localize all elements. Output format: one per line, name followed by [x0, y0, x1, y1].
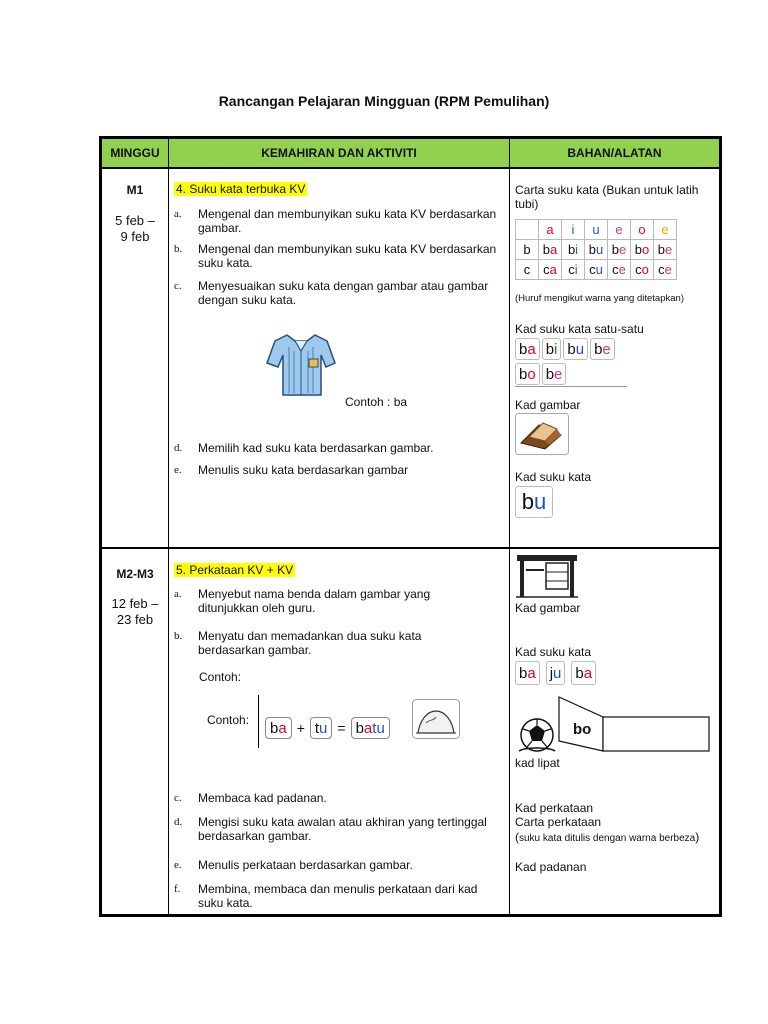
header-kemahiran: KEMAHIRAN DAN AKTIVITI [169, 139, 510, 167]
week2-label: M2-M3 [116, 567, 154, 581]
item-text: Menyebut nama benda dalam gambar yang ditunjukkan oleh guru. [198, 587, 431, 615]
equation-syllable-1 [265, 717, 292, 739]
week1-activities-cell [169, 169, 510, 547]
vowel-part: a [363, 719, 373, 737]
table-row-week1 [102, 169, 719, 549]
week2-picture-card-label: Kad gambar [515, 601, 581, 615]
syllable-card [542, 338, 562, 360]
grid-cell [608, 240, 631, 260]
table-row-week2 [102, 549, 719, 914]
consonant-part: j [549, 664, 554, 682]
grid-cell: i [562, 220, 585, 240]
vowel-part: o [642, 242, 650, 257]
consonant-part: c [612, 262, 619, 277]
grid-cell [539, 260, 562, 280]
consonant-part: b [519, 365, 528, 383]
week1-dates-line1: 5 feb – [115, 213, 155, 228]
vowel-part: a [550, 242, 558, 257]
item-letter: d. [174, 816, 183, 828]
grid-note: (Huruf mengikut warna yang ditetapkan) [515, 293, 684, 304]
item-text: Mengenal dan membunyikan suku kata KV berdasarkan gambar. [198, 207, 497, 235]
item-letter: e. [174, 464, 182, 476]
consonant-part: b [545, 365, 555, 383]
consonant-part: b [657, 242, 665, 257]
item-text: Mengenal dan membunyikan suku kata KV berdasarkan suku kata. [198, 242, 497, 270]
week1-item-d [174, 441, 503, 455]
syllable-card-label: Kad suku kata [515, 470, 592, 484]
vowel-part: a [583, 664, 593, 682]
vowel-part: u [553, 664, 562, 682]
syllable-text [546, 341, 558, 358]
match-card-label: Kad padanan [515, 860, 587, 874]
week1-dates-line2: 9 feb [120, 229, 150, 244]
item-letter: a. [174, 208, 182, 220]
consonant-part: t [314, 719, 320, 737]
item-letter: b. [174, 243, 183, 255]
consonant-part: c [543, 262, 550, 277]
week1-topic: 4. Suku kata terbuka KV [176, 182, 306, 196]
syllable-chart-grid [515, 219, 677, 280]
item-text: Menulis suku kata berdasarkan gambar [198, 463, 409, 477]
picture-card-label: Kad gambar [515, 398, 581, 412]
item-text: Membina, membaca dan menulis perkataan dari kad suku kata. [198, 882, 478, 910]
word-chart-note: suku kata ditulis dengan warna berbeza [519, 833, 696, 844]
syllable-text [594, 341, 611, 358]
week2-dates-line1: 12 feb – [111, 596, 159, 611]
vowel-part: o [641, 262, 649, 277]
item-text: Menyatu dan memadankan dua suku kata berdasarkan gambar. [198, 629, 422, 657]
table-header-row [102, 139, 719, 169]
syllable-text [522, 489, 547, 515]
week1-item-e [174, 463, 503, 477]
vowel-part: t [372, 719, 377, 737]
consonant-part: c [658, 262, 665, 277]
syllable-card [571, 661, 596, 685]
week1-materials-cell [510, 169, 719, 547]
vowel-part: e [618, 262, 626, 277]
grid-cell [562, 260, 585, 280]
word-chart-label: Carta perkataan [515, 815, 602, 829]
item-text: Menyesuaikan suku kata dengan gambar atau gambar dengan suku kata. [198, 279, 489, 307]
bread-picture-card [515, 413, 569, 455]
grid-cell: c [516, 260, 539, 280]
consonant-part: b [545, 340, 555, 358]
vowel-part: e [664, 262, 672, 277]
vowel-part: u [319, 719, 328, 737]
grid-cell [562, 240, 585, 260]
syllable-card [590, 338, 615, 360]
header-minggu: MINGGU [102, 139, 169, 167]
consonant-part: c [635, 262, 642, 277]
consonant-part: b [588, 242, 596, 257]
fold-card-label: kad lipat [515, 756, 560, 770]
syllable-text [519, 665, 536, 682]
consonant-part: b [575, 664, 584, 682]
consonant-part: b [521, 489, 534, 514]
week2-materials-cell [510, 549, 719, 914]
week2-item-b [174, 629, 458, 657]
week1-item-b [174, 242, 503, 270]
vowel-part: i [554, 340, 558, 358]
syllable-text [519, 341, 536, 358]
grid-cell [654, 240, 677, 260]
single-cards-row1 [515, 338, 617, 360]
consonant-part: b [542, 242, 550, 257]
syllable-card [515, 338, 540, 360]
consonant-part: b [611, 242, 619, 257]
item-text: Menulis perkataan berdasarkan gambar. [198, 858, 413, 872]
syllable-card [515, 363, 540, 385]
consonant-part: b [355, 719, 364, 737]
single-cards-row2 [515, 363, 627, 387]
vowel-part: a [527, 340, 536, 358]
note-open-paren: ( [515, 830, 519, 844]
equation-word [351, 717, 390, 739]
equation-syllable-2 [310, 717, 333, 739]
vowel-part: u [595, 262, 603, 277]
grid-cell [654, 260, 677, 280]
syllable-equation [265, 717, 390, 739]
shirt-illustration [265, 329, 337, 399]
week1-example: Contoh : ba [345, 395, 408, 409]
grid-cell: e [608, 220, 631, 240]
stone-picture [412, 699, 460, 739]
word-chart-note-line [515, 830, 699, 844]
grid-row [516, 240, 677, 260]
syllable-card [546, 661, 566, 685]
consonant-part: b [594, 340, 603, 358]
grid-cell: e [654, 220, 677, 240]
week2-item-a [174, 587, 468, 615]
vowel-part: u [376, 719, 385, 737]
desk-picture [516, 551, 578, 599]
single-card-title: Kad suku kata satu-satu [515, 322, 644, 336]
week1-item-a [174, 207, 503, 235]
grid-cell: a [539, 220, 562, 240]
syllable-text [519, 366, 536, 383]
item-letter: f. [174, 883, 181, 895]
vowel-part: a [549, 262, 557, 277]
grid-cell [539, 240, 562, 260]
item-letter: d. [174, 442, 183, 454]
item-letter: b. [174, 630, 183, 642]
week1-cell [102, 169, 169, 547]
grid-cell [608, 260, 631, 280]
vowel-part: i [575, 242, 579, 257]
vowel-part: a [278, 719, 287, 737]
week1-item-c [174, 279, 503, 307]
week1-label: M1 [126, 183, 144, 197]
syllable-text [546, 366, 563, 383]
week2-contoh-1: Contoh: [199, 670, 242, 684]
week2-contoh-2: Contoh: [207, 713, 250, 727]
note-close-paren: ) [695, 830, 700, 844]
week2-item-c [174, 791, 503, 805]
vowel-part: a [527, 664, 536, 682]
syllable-text [567, 341, 584, 358]
item-letter: c. [174, 280, 182, 292]
grid-row [516, 260, 677, 280]
item-text: Mengisi suku kata awalan atau akhiran yang tertinggal berdasarkan gambar. [198, 815, 487, 843]
vowel-part: u [596, 242, 604, 257]
grid-row [516, 220, 677, 240]
grid-cell: u [585, 220, 608, 240]
grid-cell: o [631, 220, 654, 240]
item-letter: a. [174, 588, 182, 600]
consonant-part: b [270, 719, 279, 737]
syllable-chart-title: Carta suku kata (Bukan untuk latih tubi) [515, 183, 699, 211]
week2-item-e [174, 858, 503, 872]
header-bahan: BAHAN/ALATAN [567, 146, 662, 160]
consonant-part: c [568, 262, 575, 277]
equation-divider [258, 695, 259, 748]
vowel-part: e [665, 242, 673, 257]
syllable-card [515, 486, 553, 518]
vowel-part: e [602, 340, 611, 358]
page-title: Rancangan Pelajaran Mingguan (RPM Pemulihan) [218, 93, 550, 109]
week2-item-d [174, 815, 503, 843]
week2-cell [102, 549, 169, 914]
consonant-part: b [519, 340, 528, 358]
lesson-plan-table [99, 136, 722, 917]
vowel-part: o [527, 365, 536, 383]
syllable-card [563, 338, 588, 360]
vowel-part: u [534, 489, 547, 514]
grid-cell [585, 240, 608, 260]
consonant-part: b [634, 242, 642, 257]
week2-item-f [174, 882, 503, 910]
item-letter: e. [174, 859, 182, 871]
equation-plus: + [296, 720, 305, 736]
grid-cell: b [516, 240, 539, 260]
vowel-part: u [575, 340, 585, 358]
week2-syllable-card-label: Kad suku kata [515, 645, 592, 659]
syllable-card [515, 661, 540, 685]
week2-activities-cell [169, 549, 510, 914]
syllable-card [542, 363, 567, 385]
word-card-label: Kad perkataan [515, 801, 594, 815]
grid-cell [516, 220, 539, 240]
syllable-text [550, 665, 562, 682]
consonant-part: b [519, 664, 528, 682]
item-text: Membaca kad padanan. [198, 791, 327, 805]
grid-cell [631, 260, 654, 280]
fold-card-illustration [515, 689, 725, 761]
grid-cell [631, 240, 654, 260]
syllable-text [575, 665, 592, 682]
item-text: Memilih kad suku kata berdasarkan gambar. [198, 441, 434, 455]
syllable-card-bu [515, 486, 555, 518]
week2-syllable-cards [515, 661, 598, 685]
consonant-part: b [567, 242, 576, 257]
item-letter: c. [174, 792, 182, 804]
grid-cell [585, 260, 608, 280]
vowel-part: e [619, 242, 627, 257]
equation-equals: = [337, 720, 346, 736]
week2-dates-line2: 23 feb [116, 612, 154, 627]
consonant-part: c [589, 262, 596, 277]
consonant-part: b [567, 340, 576, 358]
vowel-part: e [554, 365, 563, 383]
fold-card-syllable: bo [573, 721, 592, 738]
week2-topic: 5. Perkataan KV + KV [176, 563, 294, 577]
vowel-part: i [574, 262, 578, 277]
